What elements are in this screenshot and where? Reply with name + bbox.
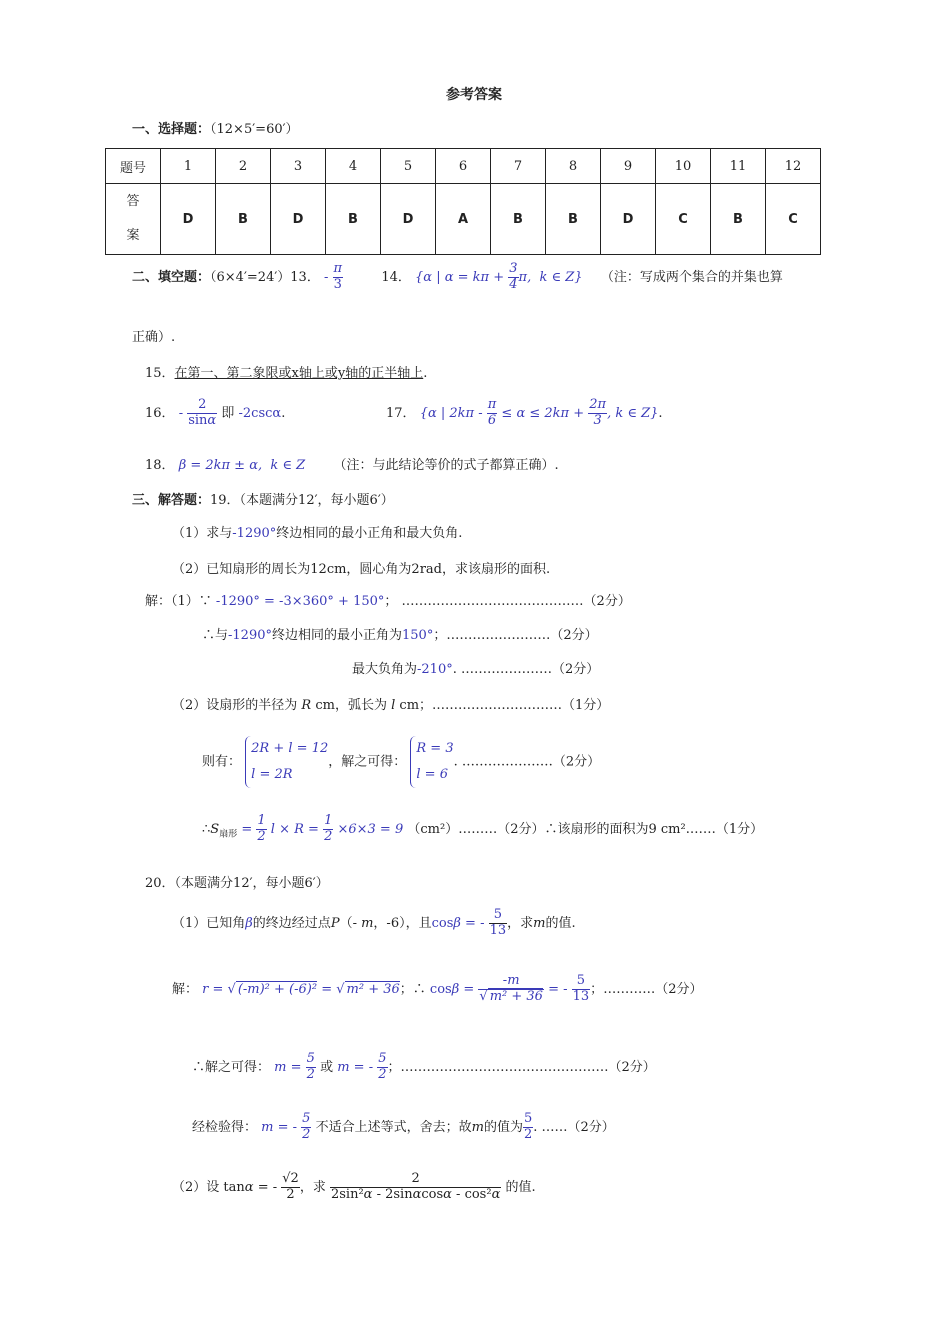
sol4-l: l [391, 698, 396, 713]
q20-r-eq: r = √ (-m)² + (-6)² = √ m² + 36 [202, 981, 400, 997]
q20-p1-c: ，且 [405, 915, 432, 931]
points: （2分） [552, 662, 600, 677]
sol-line4 [172, 694, 609, 713]
q20-s3-c: 的值为 [483, 1119, 523, 1135]
section3-heading: 三、解答题： [132, 493, 211, 508]
dots: …… [541, 1119, 568, 1135]
system-equations: 2R + l = 12 l = 2R [245, 736, 328, 788]
sol-line6: $\therefore S_{扇形}$ = $\frac{1}{2}$ l × R = $\frac{1}{2}$ ×6×3 = 9 （cm²）………（2分）∴该扇形的面积为9 cm².……（1分） [202, 813, 764, 844]
q18-label: 18． [145, 458, 175, 473]
sol-label: 解：（1）∵ [145, 594, 212, 609]
q17-label: 17． [386, 405, 416, 421]
table-cell-number: 8 [546, 149, 601, 184]
q15-label: 15． [145, 366, 175, 381]
q20-p2-b: ，求 [299, 1179, 326, 1195]
sol6-eq: = $\frac{1}{2}$ l × R = $\frac{1}{2}$ ×6×3 = 9 [237, 813, 404, 844]
q19-angle: -1290° [232, 526, 277, 541]
table-cell-number: 4 [326, 149, 381, 184]
q20-or: 或 [320, 1059, 334, 1075]
points: （2分） [583, 594, 631, 609]
sol6-unit: （cm²） [407, 821, 459, 837]
section1-score: （12×5′=60′） [210, 122, 299, 137]
q20-p1-a: （1）已知角 [172, 915, 246, 931]
q19-part2: （2）已知扇形的周长为12cm，圆心角为2rad，求该扇形的面积. [172, 562, 551, 577]
q15-line: 15．在第一、第二象限或x轴上或y轴的正半轴上. [145, 366, 428, 381]
table-cell-answer: A [436, 184, 491, 255]
q13-answer: - $\frac{\pi}{3}$ [323, 261, 343, 292]
table-row-numbers [106, 149, 821, 184]
sol-eq1: -1290° = -3×360° + 150° [215, 594, 385, 609]
q16-line: 16． - $\frac{2}{\sin\alpha}$ 即 -2cscα. [145, 397, 286, 428]
q14-answer: {α | α = kπ + $\frac{3}{4}$ π, k ∈ Z} [415, 261, 583, 292]
sol-line3: 最大负角为-210°. …………………（2分） [352, 662, 600, 677]
q15-answer: 在第一、第二象限或x轴上或y轴的正半轴上 [174, 366, 424, 381]
table-cell-number: 10 [656, 149, 711, 184]
table-cell-number: 1 [161, 149, 216, 184]
points: （2分） [655, 981, 703, 997]
q20-p1-d: ，求 [507, 915, 534, 931]
q20-s2-a: ∴解之可得： [192, 1059, 271, 1075]
q20-part2 [172, 1172, 536, 1203]
answer-label-2: 案 [126, 228, 140, 243]
dots: ………………………………………… [400, 1059, 609, 1075]
q19-head: 19．（本题满分12′，每小题6′） [210, 493, 394, 508]
table-cell-number: 5 [381, 149, 436, 184]
section1-heading: 一、选择题： [132, 122, 211, 137]
q20-head: 20．（本题满分12′，每小题6′） [145, 876, 329, 891]
section3-heading-line [132, 489, 394, 508]
sol3-a: 最大负角为 [352, 662, 418, 677]
q18-answer: β = 2kπ ± α, k ∈ Z [178, 458, 306, 473]
q20-sol-label: 解： [172, 981, 199, 997]
q20-sol3: 经检验得： m = - $\frac{5}{2}$ 不适合上述等式，舍去；故m的值为 $\frac{5}{2}$ . ……（2分） [192, 1111, 615, 1142]
sol2-val: 150° [402, 628, 434, 643]
dots: ……… [458, 821, 498, 837]
sol5-b: ，解之可得： [328, 754, 407, 770]
q20-sol1: 解： r = √ (-m)² + (-6)² = √ m² + 36；∴ cosβ = $\frac{-m}{\text{√ m² + 36}}$ = - $\frac{5}{13}$ ；…………（2分） [172, 973, 703, 1004]
q20-p2-c: 的值. [505, 1179, 536, 1195]
table-cell-answer: D [161, 184, 216, 255]
points: （2分） [552, 754, 601, 770]
q20-part1: （1）已知角β的终边经过点P（- m，-6），且cosβ = - $\frac{5}{13}$ ，求m的值. [172, 907, 576, 938]
dots: ………………… [461, 754, 553, 770]
q19-p1b-text: 终边相同的最小正角和最大负角. [276, 526, 463, 541]
table-cell-answer: D [271, 184, 326, 255]
table-cell-answer: B [326, 184, 381, 255]
table-cell-answer: C [766, 184, 821, 255]
table-header-label: 题号 [106, 149, 161, 184]
table-cell-number: 7 [491, 149, 546, 184]
points: （2分） [497, 821, 545, 837]
page-title: 参考答案 [446, 87, 502, 103]
table-cell-answer: D [381, 184, 436, 255]
section1-heading-line [132, 118, 299, 137]
table-cell-answer: B [216, 184, 271, 255]
q20-m-reject: m = - $\frac{5}{2}$ [261, 1111, 311, 1142]
table-cell-answer: B [491, 184, 546, 255]
q20-p1-b: 的终边经过点 [252, 915, 331, 931]
q14-label: 14． [381, 269, 411, 285]
sol4-b: cm，弧长为 [315, 698, 387, 713]
q19-part1 [172, 522, 462, 541]
q20-p1-e: 的值. [545, 915, 576, 931]
q14-note2: 正确）. [132, 330, 176, 345]
sol4-c: cm； [399, 698, 433, 713]
sol4-r: R [301, 698, 312, 713]
sol2-angle: -1290° [228, 628, 272, 643]
table-cell-number: 12 [766, 149, 821, 184]
q20-m-neg: m = - $\frac{5}{2}$ [337, 1051, 387, 1082]
q18-note: （注：与此结论等价的式子都算正确）. [333, 458, 559, 473]
system-solution: R = 3 l = 6 [410, 736, 453, 788]
q18-line [145, 454, 559, 473]
q20-m-final: $\frac{5}{2}$ [523, 1111, 533, 1142]
q20-tan: tanα = - $\frac{√2}{2}$ [223, 1171, 299, 1202]
answer-table [105, 148, 821, 255]
sol-line1: 解：（1）∵ -1290° = -3×360° + 150°； ……………………………………（2分） [145, 594, 631, 609]
sol2-b: 终边相同的最小正角为 [272, 628, 403, 643]
section2-line1 [132, 262, 783, 293]
sol6-c: ∴该扇形的面积为9 cm². [544, 821, 690, 837]
table-cell-answer: B [546, 184, 601, 255]
dots: ………… [603, 981, 656, 997]
sol6-sub: 扇形 [219, 829, 238, 840]
q14-note: （注：写成两个集合的并集也算 [600, 269, 783, 285]
q19-p1-text: （1）求与 [172, 526, 233, 541]
dots: ………………………… [432, 698, 563, 713]
dots: ………………… [461, 662, 552, 677]
points: （1分） [715, 821, 764, 837]
table-cell-answer: C [656, 184, 711, 255]
sol-line5: 则有： 2R + l = 12 l = 2R，解之可得： R = 3 l = 6. …………………（2分） [202, 736, 600, 788]
sol-line2: ∴与-1290°终边相同的最小正角为150°；……………………（2分） [202, 628, 598, 643]
answer-label-1: 答 [126, 194, 140, 209]
q16-rest: -2cscα [238, 405, 282, 421]
table-cell-number: 3 [271, 149, 326, 184]
q16-answer: - $\frac{2}{\sin\alpha}$ [178, 397, 217, 428]
sol2-a: ∴与 [202, 628, 229, 643]
sol6-therefore: ∴ [202, 821, 211, 837]
points: （1分） [562, 698, 610, 713]
table-cell-number: 9 [601, 149, 656, 184]
sol4-a: （2）设扇形的半径为 [172, 698, 298, 713]
table-cell-answer: B [711, 184, 766, 255]
q20-p2-a: （2）设 [172, 1179, 220, 1195]
q20-s3-a: 经检验得： [192, 1119, 258, 1135]
q16-mid: 即 [221, 405, 235, 421]
section2-score: （6×4′=24′）13． [210, 269, 320, 285]
table-answer-label [106, 184, 161, 255]
points: （2分） [608, 1059, 656, 1075]
q20-sol2: ∴解之可得： m = $\frac{5}{2}$ 或 m = - $\frac{5}{2}$ ；…………………………………………（2分） [192, 1051, 656, 1082]
dots: …… [689, 821, 716, 837]
sol5-a: 则有： [202, 754, 242, 770]
dots: …………………… [446, 628, 551, 643]
q20-cos-eq: cosβ = $\frac{-m}{\text{√ m² + 36}}$ = - $\frac{5}{13}$ [429, 973, 590, 1004]
points: （2分） [550, 628, 598, 643]
table-cell-number: 6 [436, 149, 491, 184]
points: （2分） [567, 1119, 615, 1135]
q20-s3-b: 不适合上述等式，舍去；故 [315, 1119, 472, 1135]
q17-answer: {α | 2kπ - $\frac{\pi}{6}$ ≤ α ≤ 2kπ + $\frac{2\pi}{3}$ , k ∈ Z} [419, 397, 659, 428]
q20-m-pos: m = $\frac{5}{2}$ [274, 1051, 315, 1082]
table-cell-answer: D [601, 184, 656, 255]
table-cell-number: 11 [711, 149, 766, 184]
q16-label: 16． [145, 405, 175, 421]
q20-expression: $\frac{2}{\text{2sin²α - 2sinαcosα - cos²α}}$ [330, 1171, 501, 1202]
sol3-val: -210° [417, 662, 453, 677]
table-row-answers [106, 184, 821, 255]
q17-line: 17． {α | 2kπ - $\frac{\pi}{6}$ ≤ α ≤ 2kπ + $\frac{2\pi}{3}$ , k ∈ Z}. [386, 397, 663, 428]
table-cell-number: 2 [216, 149, 271, 184]
dots: …………………………………… [401, 594, 584, 609]
section2-heading: 二、填空题： [132, 269, 211, 285]
